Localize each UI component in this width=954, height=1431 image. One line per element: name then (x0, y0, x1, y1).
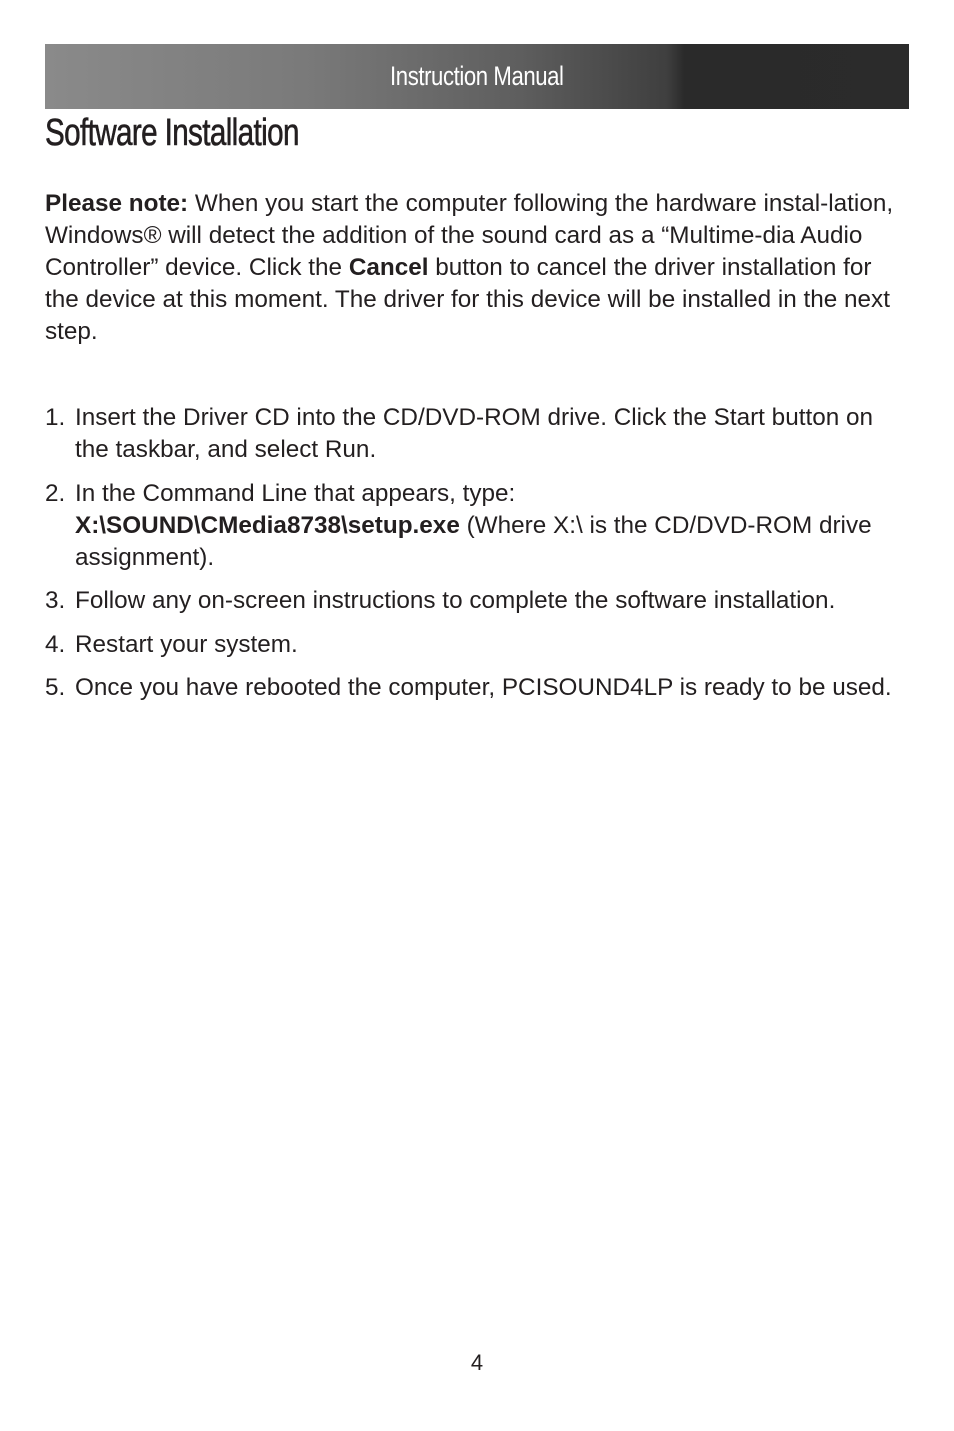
step-text: Once you have rebooted the computer, PCISOUND4LP is ready to be used. (75, 674, 892, 701)
step-item (45, 478, 911, 574)
step-text (75, 478, 911, 574)
step-number: 2. (45, 479, 66, 507)
step-item (45, 629, 911, 661)
step-text-after: (Where X:\ is the CD/DVD-ROM drive assignment). (75, 511, 872, 571)
step-text: Follow any on-screen instructions to complete the software installation. (75, 587, 836, 614)
note-paragraph (45, 188, 911, 348)
step-text: Restart your system. (75, 630, 298, 658)
note-label: Please note: (45, 190, 189, 217)
header-title: Instruction Manual (390, 61, 564, 91)
header-bar (45, 44, 909, 109)
page-title: Software Installation (45, 112, 299, 154)
step-number: 5. (45, 674, 66, 701)
step-item (45, 672, 911, 704)
step-number: 4. (45, 630, 66, 658)
step-text: Insert the Driver CD into the CD/DVD-ROM drive. Click the Start button on the taskbar, and select Run. (75, 404, 874, 463)
page-number: 4 (470, 1350, 484, 1375)
step-item (45, 585, 911, 617)
setup-command: X:\SOUND\CMedia8738\setup.exe (75, 511, 460, 539)
cancel-word: Cancel (348, 254, 429, 281)
step-number: 1. (45, 404, 66, 431)
installation-steps (45, 402, 911, 716)
step-number: 3. (45, 587, 66, 614)
note-text-part1: When you start the computer following the hardware instal-lation, Windows® will detect the addition of the sound card as a “Multime-dia Audio Controller” device. Click the (45, 190, 894, 281)
step-text-before: In the Command Line that appears, type: (75, 479, 516, 507)
step-item (45, 402, 911, 466)
note-text-part2: button to cancel the driver installation for the device at this moment. The driver for this device will be installed in the next step. (45, 254, 890, 345)
